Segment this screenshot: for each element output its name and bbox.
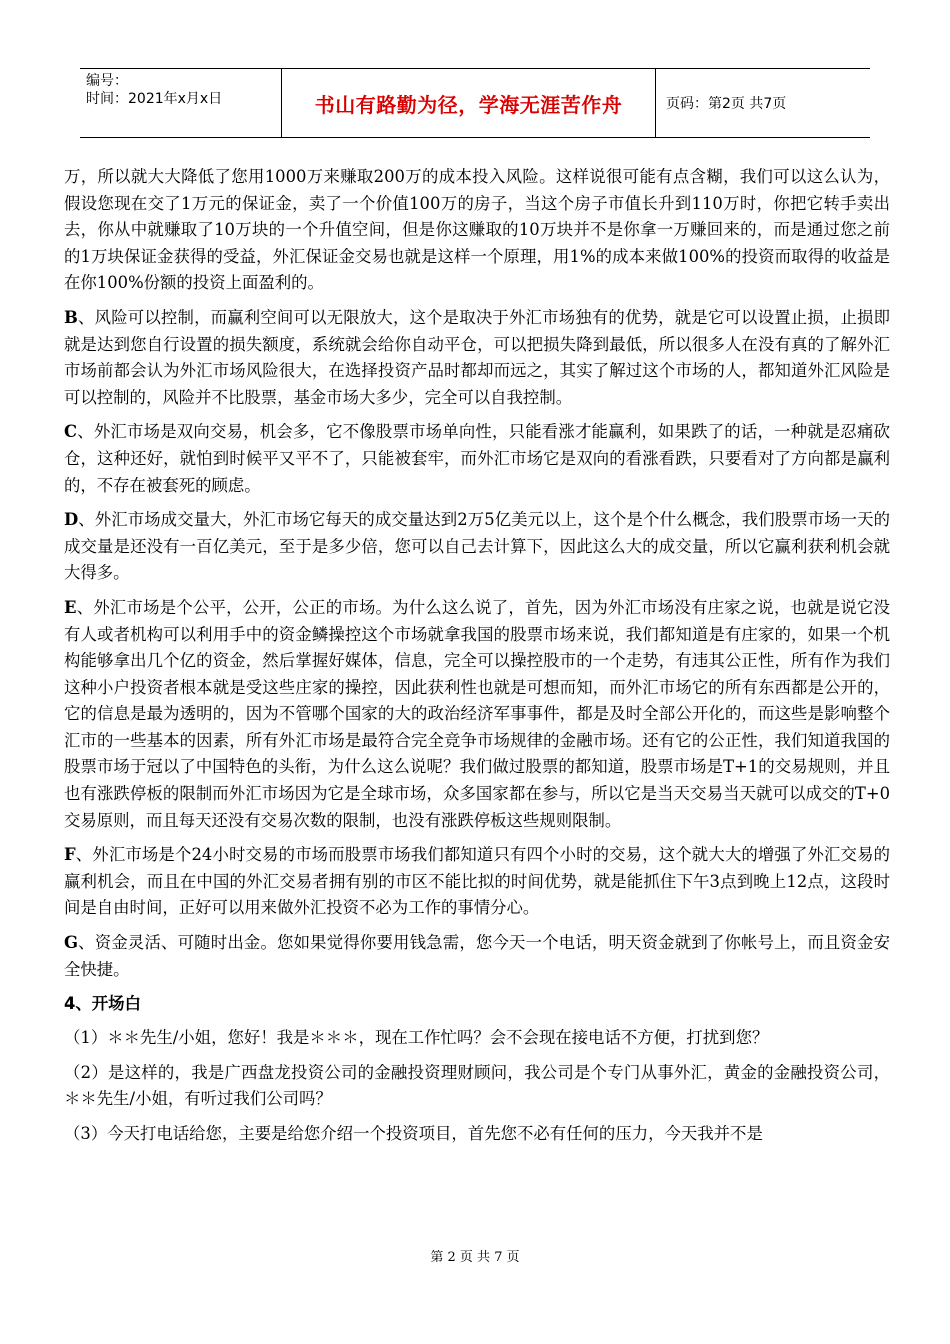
header-page-info: 页码：第2页 共7页 xyxy=(666,96,787,112)
document-body xyxy=(64,164,890,1156)
paragraph-text: 、外汇市场是个24小时交易的市场而股票市场我们都知道只有四个小时的交易，这个就大大的增强了外汇交易的赢利机会，而且在中国的外汇交易者拥有别的市区不能比拟的时间优势，就是能抓住下午3点到晚上12点，这段时间是自由时间，正好可以用来做外汇投资不必为工作的事情分心。 xyxy=(64,845,890,918)
body-paragraph-f xyxy=(64,842,890,922)
header-page-cell xyxy=(656,69,870,137)
paragraph-text: 、风险可以控制，而赢利空间可以无限放大，这个是取决于外汇市场独有的优势，就是它可以设置止损，止损即就是达到您自行设置的损失额度，系统就会给你自动平仓，可以把损失降到最低，所以很多人在没有真的了解外汇市场前都会认为外汇市场风险很大，在选择投资产品时都却而远之，其实了解过这个市场的人，都知道外汇风险是可以控制的，风险并不比股票，基金市场大多少，完全可以自我控制。 xyxy=(64,307,890,407)
header-meta-cell xyxy=(80,69,282,137)
paragraph-text: 万，所以就大大降低了您用1000万来赚取200万的成本投入风险。这样说很可能有点含糊，我们可以这么认为，假设您现在交了1万元的保证金，卖了一个价值100万的房子，当这个房子市值长升到110万时，你把它转手卖出去，你从中就赚取了10万块的一个升值空间，但是你这赚取的10万块并不是你拿一万赚回来的，而是通过您之前的1万块保证金获得的受益，外汇保证金交易也就是这样一个原理，用1%的成本来做100%的投资而取得的收益是在你100%份额的投资上面盈利的。 xyxy=(64,167,890,293)
body-paragraph-e xyxy=(64,595,890,834)
paragraph-text: 、外汇市场成交量大，外汇市场它每天的成交量达到2万5亿美元以上，这个是个什么概念，我们股票市场一天的成交量是还没有一百亿美元，至于是多少倍，您可以自己去计算下，因此这么大的成交量，所以它赢利获利机会就大得多。 xyxy=(64,510,890,583)
paragraph-lead-letter: F xyxy=(64,845,76,865)
section-heading: 4、开场白 xyxy=(64,994,141,1014)
paragraph-text: 、外汇市场是双向交易，机会多，它不像股票市场单向性，只能看涨才能赢利，如果跌了的话，一种就是忍痛砍仓，这种还好，就怕到时候平又平不了，只能被套牢，而外汇市场它是双向的看涨看跌，只要看对了方向都是赢利的，不存在被套死的顾虑。 xyxy=(64,422,890,495)
page-footer xyxy=(0,1246,950,1265)
document-number-label: 编号： xyxy=(86,73,128,89)
paragraph-lead-letter: D xyxy=(64,510,79,530)
header-motto: 书山有路勤为径，学海无涯苦作舟 xyxy=(314,92,623,117)
paragraph-lead-letter: C xyxy=(64,422,78,442)
dialogue-line: （2）是这样的，我是广西盘龙投资公司的金融投资理财顾问，我公司是个专门从事外汇，黄金的金融投资公司，＊＊先生/小姐，有听过我们公司吗？ xyxy=(64,1062,890,1109)
body-paragraph-g xyxy=(64,930,890,983)
page-header xyxy=(80,68,870,138)
body-paragraph-d xyxy=(64,507,890,587)
body-paragraph xyxy=(64,164,890,297)
paragraph-lead-letter: G xyxy=(64,933,78,953)
dialogue-line: （3）今天打电话给您，主要是给您介绍一个投资项目，首先您不必有任何的压力，今天我并不是 xyxy=(64,1124,763,1143)
footer-page-number: 第 2 页 共 7 页 xyxy=(430,1250,520,1265)
document-time-label: 时间：2021年x月x日 xyxy=(86,91,223,107)
dialogue-line: （1）＊＊先生/小姐，您好！我是＊＊＊，现在工作忙吗？会不会现在接电话不方便，打扰到您？ xyxy=(64,1028,769,1048)
body-paragraph-b xyxy=(64,305,890,411)
body-paragraph-c xyxy=(64,419,890,499)
paragraph-text: 、资金灵活、可随时出金。您如果觉得你要用钱急需，您今天一个电话，明天资金就到了你帐号上，而且资金安全快捷。 xyxy=(64,933,890,979)
paragraph-text: 、外汇市场是个公平，公开，公正的市场。为什么这么说了，首先，因为外汇市场没有庄家之说，也就是说它没有人或者机构可以利用手中的资金鳞操控这个市场就拿我国的股票市场来说，我们都知道是有庄家的，如果一个机构能够拿出几个亿的资金，然后掌握好媒体，信息，完全可以操控股市的一个走势，有违其公正性，所有作为我们这种小户投资者根本就是受这些庄家的操控，因此获利性也就是可想而知，而外汇市场它的所有东西都是公开的，它的信息是最为透明的，因为不管哪个国家的大的政治经济军事事件，都是及时全部公开化的，而这些是影响整个汇市的一些基本的因素，所有外汇市场是最符合完全竞争市场规律的金融市场。还有它的公正性，我们知道我国的股票市场于冠以了中国特色的头衔，为什么这么说呢？我们做过股票的都知道，股票市场是T+1的交易规则，并且也有涨跌停板的限制而外汇市场因为它是全球市场，众多国家都在参与，所以它是当天交易当天就可以成交的T+0交易原则，而且每天还没有交易次数的限制，也没有涨跌停板这些规则限制。 xyxy=(64,597,890,830)
header-motto-cell xyxy=(282,69,656,137)
paragraph-lead-letter: E xyxy=(64,597,77,617)
paragraph-lead-letter: B xyxy=(64,307,78,327)
